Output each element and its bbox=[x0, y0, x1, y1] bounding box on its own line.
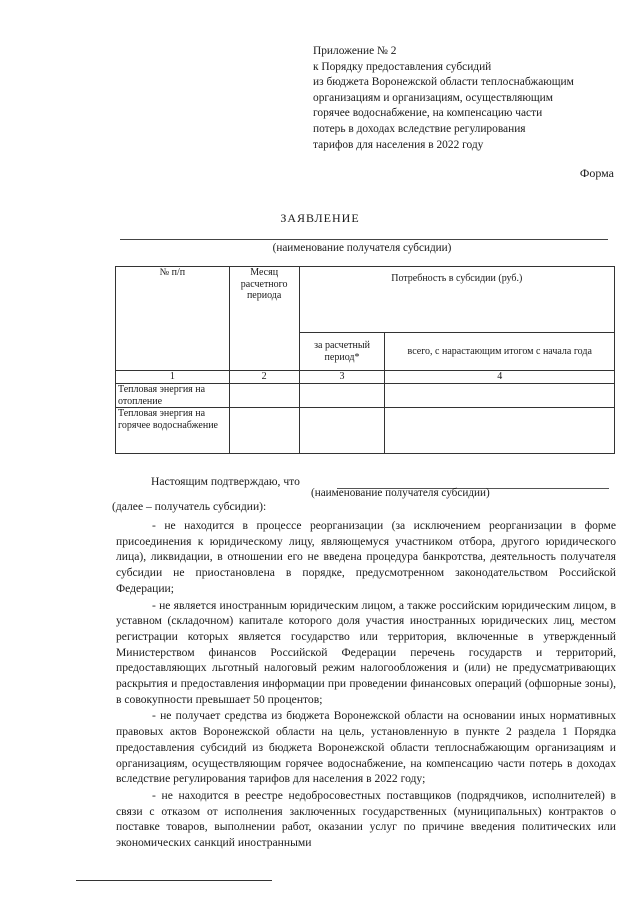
table-cell[interactable] bbox=[299, 384, 385, 408]
header-number: № п/п bbox=[116, 267, 230, 371]
confirm-text: Настоящим подтверждаю, что bbox=[151, 475, 300, 488]
header-month: Месяц расчетного периода bbox=[229, 267, 299, 371]
row-label-heating: Тепловая энергия на отопление bbox=[116, 384, 230, 408]
recipient-name-caption: (наименование получателя субсидии) bbox=[272, 242, 452, 254]
table-cell[interactable] bbox=[229, 384, 299, 408]
subsidy-table bbox=[115, 266, 615, 454]
column-number: 1 bbox=[116, 371, 230, 384]
document-title: ЗАЯВЛЕНИЕ bbox=[280, 211, 360, 225]
header-cumulative: всего, с нарастающим итогом с начала года bbox=[385, 333, 615, 371]
condition-paragraph: - не является иностранным юридическим лицом, а также российским юридическим лицом, в уставном (складочном) капитале которого доля участия иностранных юридических лиц, местом регистрации которых является государство или территория, включенные в утвержденный Министерством финансов Российской Федерации перечень государств и территорий, предоставляющих льготный налоговый режим налогообложения и (или) не предусматривающих раскрытия и предоставления информации при проведении финансовых операций (офшорные зоны), в совокупности превышает 50 процентов; bbox=[116, 598, 616, 706]
table-cell[interactable] bbox=[385, 408, 615, 454]
condition-paragraph: - не получает средства из бюджета Воронежской области на основании иных нормативных правовых актов Воронежской области на цель, установленную в пункте 2 раздела 1 Порядка предоставления субсидий из бюджета Воронежской области теплоснабжающим организациям и организациям, осуществляющим горячее водоснабжение, на компенсацию части потерь в доходах вследствие регулирования тарифов для населения в 2022 году; bbox=[116, 709, 616, 786]
appendix-line: потерь в доходах вследствие регулирования bbox=[313, 122, 526, 135]
appendix-line: организациям и организациям, осуществляющим bbox=[313, 91, 553, 104]
condition-paragraph: - не находится в реестре недобросовестных поставщиков (подрядчиков, исполнителей) в связи с отказом от исполнения заключенных государственных (муниципальных) контрактов о поставке товаров, выполнении работ, оказании услуг по причине введения политических или экономических санкций иностранными bbox=[116, 788, 616, 850]
column-number: 2 bbox=[229, 371, 299, 384]
conditions-list bbox=[116, 518, 616, 852]
row-label-hot-water: Тепловая энергия на горячее водоснабжение bbox=[116, 408, 230, 454]
footnote-rule bbox=[76, 880, 272, 881]
form-label: Форма bbox=[579, 166, 614, 180]
appendix-header bbox=[313, 44, 633, 153]
column-number: 4 bbox=[385, 371, 615, 384]
table-cell[interactable] bbox=[385, 384, 615, 408]
appendix-line: тарифов для населения в 2022 году bbox=[313, 138, 484, 151]
table-cell[interactable] bbox=[299, 408, 385, 454]
header-subsidy-need: Потребность в субсидии (руб.) bbox=[299, 267, 614, 333]
confirm-caption: (наименование получателя субсидии) bbox=[311, 487, 490, 499]
appendix-line: к Порядку предоставления субсидий bbox=[313, 60, 492, 73]
header-period: за расчетный период* bbox=[299, 333, 385, 371]
appendix-line: Приложение № 2 bbox=[313, 45, 397, 57]
recipient-name-line bbox=[120, 239, 608, 240]
condition-paragraph: - не находится в процессе реорганизации (за исключением реорганизации в форме присоединения к юридическому лицу, являющемуся участником отбора, другого юридического лица), ликвидации, в отношении его не введена процедура банкротства, деятельность получателя субсидии не приостановлена в порядке, предусмотренном законодательством Российской Федерации; bbox=[116, 519, 616, 595]
column-number: 3 bbox=[299, 371, 385, 384]
appendix-line: из бюджета Воронежской области теплоснабжающим bbox=[313, 76, 574, 89]
appendix-line: горячее водоснабжение, на компенсацию части bbox=[313, 107, 543, 120]
table-cell[interactable] bbox=[229, 408, 299, 454]
recipient-text: (далее – получатель субсидии): bbox=[112, 500, 267, 513]
